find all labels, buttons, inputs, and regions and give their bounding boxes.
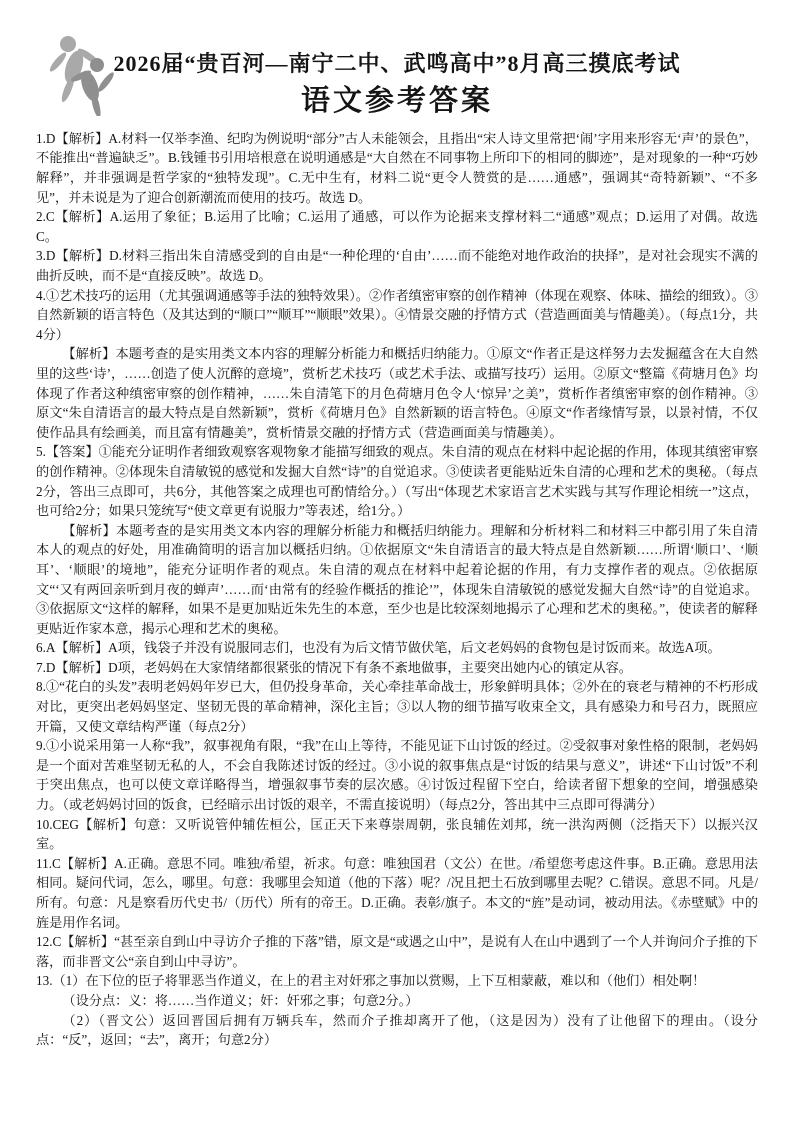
answer-paragraph: 6.A【解析】A项，钱袋子并没有说服同志们，也没有为后文情节做伏笔，后文老妈妈的食物包是讨饭而来。故选A项。	[36, 640, 721, 656]
answer-paragraph: 9.①小说采用第一人称“我”，叙事视角有限，“我”在山上等待，不能见证下山讨饭的经过。②受叙事对象性格的限制，老妈妈是一个面对苦难坚韧无私的人，不会自我陈述讨饭的经过。③小说的叙事焦点是“讨饭的结果与意义”，讲述“下山讨饭”不利于突出焦点，也可以使文章详略得当，增强叙事节奏的层次感。④讨饭过程留下空白，给读者留下想象的空间，增强感染力。（或老妈妈讨回的饭食，已经暗示出讨饭的艰辛，不需直接说明）（每点2分，答出其中三点即可得满分）	[36, 738, 758, 813]
answer-paragraph: 5.【答案】①能充分证明作者细致观察客观物象才能描写细致的观点。朱自清的观点在材料中起论据的作用，体现其缜密审察的创作精神。②体现朱自清敏锐的感觉和发掘大自然“诗”的自觉追求。③使读者更能贴近朱自清的心理和艺术的奥秘。（每点2分，答出三点即可，共6分，其他答案之成理也可酌情给分。）（写出“体现艺术家语言艺术实践与其写作理论相统一”这点，也可给2分；如果只笼统写“使文章更有说服力”等表述，给1分。）	[36, 444, 759, 519]
answer-item-12	[36, 932, 758, 971]
answer-scoring-note: （设分点：义：将……当作道义；奸：奸邪之事；句意2分。）	[62, 992, 419, 1008]
school-logo-icon	[48, 34, 116, 116]
answer-paragraph: 8.①“花白的头发”表明老妈妈年岁已大，但仍投身革命，关心牵挂革命战士，形象鲜明具体；②外在的衰老与精神的不朽形成对比，更突出老妈妈坚定、坚韧无畏的革命精神，深化主旨；③以人物的细节描写收束全文，具有感染力和号召力，既照应开篇，又使文章结构严谨（每点2分）	[36, 679, 758, 734]
answer-paragraph: 7.D【解析】D项，老妈妈在大家情绪都很紧张的情况下有条不紊地做事，主要突出她内心的镇定从容。	[36, 659, 632, 675]
exam-title: 2026届“贵百河—南宁二中、武鸣高中”8月高三摸底考试	[113, 51, 681, 76]
answer-item-4	[36, 286, 758, 443]
answer-item-7	[36, 658, 758, 678]
answer-item-9	[36, 736, 758, 814]
answer-item-5	[36, 442, 758, 638]
answer-paragraph: 10.CEG【解析】句意：又听说管仲辅佐桓公，匡正天下来尊崇周朝，张良辅佐刘邦，统一洪沟两侧（泛指天下）以振兴汉室。	[36, 816, 758, 852]
answer-item-13	[36, 971, 758, 1049]
answer-item-8	[36, 677, 758, 736]
answer-paragraph: 2.C【解析】A.运用了象征；B.运用了比喻；C.运用了通感，可以作为论据来支撑材料二“通感”观点；D.运用了对偶。故选 C。	[36, 209, 758, 244]
answer-item-1	[36, 129, 758, 207]
answer-item-3	[36, 246, 758, 285]
answer-paragraph: 1.D【解析】A.材料一仅举李渔、纪昀为例说明“部分”古人未能领会，且指出“宋人诗文里常把‘闹’字用来形容无‘声’的景色”，不能推出“普遍缺乏”。B.钱锺书引用培根意在说明通感是“大自然在不同事物上所印下的相同的脚迹”，是对现象的一种“巧妙解释”，并非强调是哲学家的“独特发现”。C.无中生有，材料二说“更令人赞赏的是……通感”，强调其“奇特新颖”、“不多见”，并未说是为了迎合创新潮流而使用的技巧。故选 D。	[36, 130, 758, 205]
answers-list	[36, 129, 758, 1050]
answer-item-6	[36, 638, 758, 658]
answer-paragraph: 4.①艺术技巧的运用（尤其强调通感等手法的独特效果）。②作者缜密审察的创作精神（体现在观察、体味、描绘的细致）。③自然新颖的语言特色（及其达到的“顺口”“顺耳”“顺眼”效果）。④情景交融的抒情方式（营造画面美与情趣美）。（每点1分，共4分）	[36, 287, 758, 342]
answer-item-2	[36, 207, 758, 246]
answer-paragraph: （2）（晋文公）返回晋国后拥有万辆兵车，然而介子推却离开了他，（这是因为）没有了让他留下的理由。（设分点：“反”，返回；“去”，离开；句意2分）	[36, 1012, 758, 1048]
answer-paragraph: 11.C【解析】A.正确。意思不同。唯独/希望，祈求。句意：唯独国君（文公）在世。/希望您考虑这件事。B.正确。意思用法相同。疑问代词，怎么，哪里。句意：我哪里会知道（他的下落）呢？/况且把土石放到哪里去呢？C.错误。意思不同。凡是/所有。句意：凡是察看历代史书/（历代）所有的帝王。D.正确。表彰/旗子。本文的“旌”是动词，被动用法。《赤壁赋》中的旌是用作名词。	[36, 855, 758, 930]
answer-item-11	[36, 854, 758, 932]
answer-paragraph: 3.D【解析】D.材料三指出朱自清感受到的自由是“一种伦理的‘自由’……而不能绝对地作政治的抉择”，是对社会现实不满的曲折反映，而不是“直接反映”。故选 D。	[36, 248, 758, 283]
answer-paragraph: 13.（1）在下位的臣子将罪恶当作道义，在上的君主对奸邪之事加以赏赐，上下互相蒙蔽，难以和（他们）相处啊！	[36, 973, 706, 989]
answer-explanation-paragraph: 【解析】本题考查的是实用类文本内容的理解分析能力和概括归纳能力。①原文“作者正是这样努力去发掘蕴含在大自然里的这些‘诗’，……创造了使人沉醉的意境”，赏析艺术技巧（或艺术手法、或描写技巧）运用。②原文“整篇《荷塘月色》均体现了作者这种缜密审察的创作精神，……朱自清笔下的月色荷塘月色令人‘惊异’之美”，赏析作者缜密审察的创作精神。③原文“朱自清语言的最大特点是自然新颖”，赏析《荷塘月色》自然新颖的语言特色。④原文“作者缘情写景，以景衬情，不仅使作品具有绘画美，而且富有情趣美”，赏析情景交融的抒情方式（营造画面美与情趣美）。	[36, 346, 758, 440]
answer-paragraph: 12.C【解析】“甚至亲自到山中寻访介子推的下落”错，原文是“或遇之山中”，是说有人在山中遇到了一个人并询问介子推的下落，而非晋文公“亲自到山中寻访”。	[36, 934, 758, 969]
subject-title: 语文参考答案	[300, 84, 493, 117]
answer-explanation-paragraph: 【解析】本题考查的是实用类文本内容的理解分析能力和概括归纳能力。理解和分析材料二和材料三中都引用了朱自清本人的观点的好处，用准确简明的语言加以概括归纳。①依据原文“朱自清语言的最大特点是自然新颖……所谓‘顺口’、‘顺耳’、‘顺眼’的境地”，能充分证明作者的观点。朱自清的观点在材料中起着论据的作用，有力支撑作者的观点。②依据原文“‘又有两回亲听到月夜的蝉声’……而‘由常有的经验作概括的推论’”，体现朱自清敏锐的感觉发掘大自然“诗”的自觉追求。③依据原文“这样的解释，如果不是更加贴近朱先生的本意，至少也是比较深刻地揭示了心理和艺术的奥秘。”，使读者的解释更贴近作家本意，揭示心理和艺术的奥秘。	[36, 522, 758, 636]
answer-item-10	[36, 815, 758, 854]
